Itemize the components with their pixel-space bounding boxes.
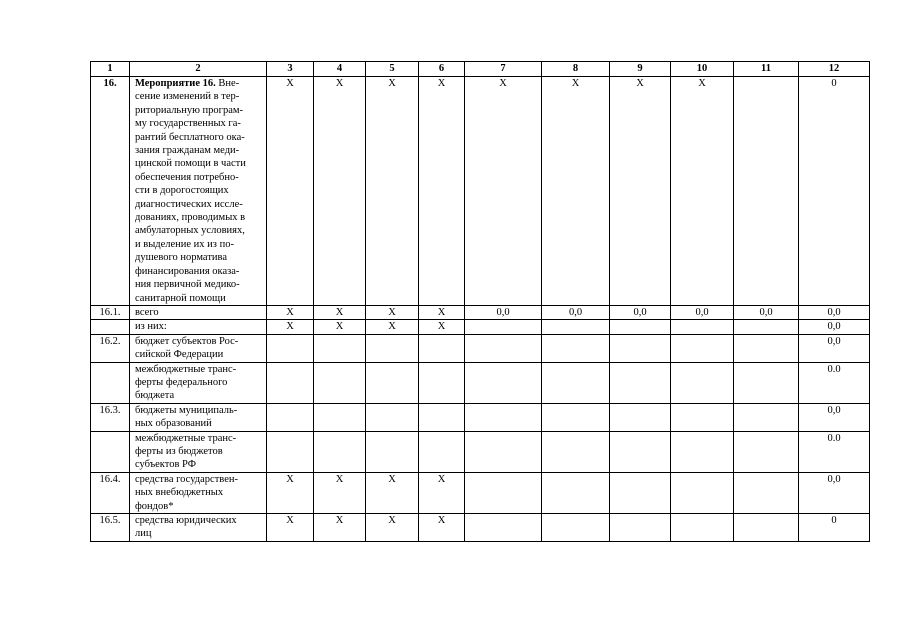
description-line: обеспечения потребно- bbox=[135, 171, 239, 183]
value-cell: X bbox=[314, 77, 366, 306]
value-cell bbox=[267, 403, 314, 431]
row-number: 16.1. bbox=[91, 305, 130, 319]
row-number bbox=[91, 320, 130, 334]
value-cell bbox=[671, 334, 734, 362]
description-line bbox=[135, 77, 262, 90]
value-cell: 0,0 bbox=[799, 403, 870, 431]
header-cell: 9 bbox=[610, 62, 671, 77]
value-cell bbox=[465, 431, 542, 472]
description-line: ных образований bbox=[135, 418, 212, 430]
value-cell: 0,0 bbox=[610, 305, 671, 319]
value-cell: 0,0 bbox=[734, 305, 799, 319]
header-row bbox=[91, 62, 870, 77]
description-line: финансирования оказа- bbox=[135, 265, 240, 277]
value-cell bbox=[734, 320, 799, 334]
value-cell: X bbox=[419, 77, 465, 306]
value-cell bbox=[465, 362, 542, 403]
value-cell bbox=[734, 403, 799, 431]
description-line: дованиях, проводимых в bbox=[135, 212, 246, 224]
description-line: диагностических иссле- bbox=[135, 198, 243, 210]
value-cell: X bbox=[366, 320, 419, 334]
row-number: 16.2. bbox=[91, 334, 130, 362]
value-cell bbox=[671, 431, 734, 472]
value-cell: X bbox=[366, 77, 419, 306]
table-row bbox=[91, 472, 870, 513]
value-cell bbox=[366, 403, 419, 431]
description-line: субъектов РФ bbox=[135, 459, 197, 471]
value-cell bbox=[734, 472, 799, 513]
value-cell bbox=[734, 514, 799, 542]
table-row bbox=[91, 305, 870, 319]
description-line: лиц bbox=[135, 528, 152, 540]
value-cell: 0,0 bbox=[465, 305, 542, 319]
row-description bbox=[130, 403, 267, 431]
row-description bbox=[130, 514, 267, 542]
value-cell bbox=[314, 362, 366, 403]
value-cell bbox=[671, 320, 734, 334]
description-line: душевого норматива bbox=[135, 252, 228, 264]
value-cell bbox=[314, 334, 366, 362]
value-cell: 0,0 bbox=[799, 305, 870, 319]
table-row bbox=[91, 403, 870, 431]
description-line: ферты федерального bbox=[135, 376, 228, 388]
row-description bbox=[130, 305, 267, 319]
value-cell bbox=[542, 320, 610, 334]
value-cell bbox=[734, 362, 799, 403]
header-cell: 6 bbox=[419, 62, 465, 77]
value-cell: X bbox=[314, 305, 366, 319]
value-cell: X bbox=[542, 77, 610, 306]
description-line: межбюджетные транс- bbox=[135, 363, 237, 375]
description-line: бюджеты муниципаль- bbox=[135, 404, 238, 416]
description-line: межбюджетные транс- bbox=[135, 432, 237, 444]
budget-table bbox=[90, 61, 870, 542]
value-cell bbox=[542, 362, 610, 403]
value-cell: X bbox=[366, 472, 419, 513]
header-cell: 7 bbox=[465, 62, 542, 77]
table-row bbox=[91, 362, 870, 403]
table-row bbox=[91, 77, 870, 306]
description-line: зания гражданам меди- bbox=[135, 145, 240, 157]
value-cell bbox=[419, 362, 465, 403]
table-row bbox=[91, 514, 870, 542]
value-cell bbox=[542, 403, 610, 431]
value-cell bbox=[267, 431, 314, 472]
value-cell bbox=[419, 403, 465, 431]
value-cell bbox=[419, 334, 465, 362]
row-number: 16. bbox=[91, 77, 130, 306]
value-cell bbox=[542, 334, 610, 362]
value-cell: X bbox=[419, 514, 465, 542]
value-cell bbox=[734, 334, 799, 362]
value-cell bbox=[366, 334, 419, 362]
value-cell bbox=[734, 77, 799, 306]
value-cell bbox=[542, 514, 610, 542]
description-line: сение изменений в тер- bbox=[135, 91, 240, 103]
description-line: рантий бесплатного ока- bbox=[135, 131, 245, 143]
value-cell bbox=[465, 320, 542, 334]
description-line: ных внебюджетных bbox=[135, 487, 224, 499]
value-cell bbox=[465, 514, 542, 542]
description-line: бюджета bbox=[135, 390, 175, 402]
description-text: Вне- bbox=[215, 78, 240, 89]
table-row bbox=[91, 431, 870, 472]
value-cell: 0,0 bbox=[799, 472, 870, 513]
header-cell: 2 bbox=[130, 62, 267, 77]
value-cell: X bbox=[366, 305, 419, 319]
header-cell: 12 bbox=[799, 62, 870, 77]
row-description bbox=[130, 431, 267, 472]
description-line: риториальную програм- bbox=[135, 104, 244, 116]
table-row bbox=[91, 334, 870, 362]
header-cell: 1 bbox=[91, 62, 130, 77]
value-cell: X bbox=[314, 472, 366, 513]
description-line: му государственных га- bbox=[135, 118, 241, 130]
table-row bbox=[91, 320, 870, 334]
row-description bbox=[130, 334, 267, 362]
value-cell bbox=[610, 334, 671, 362]
value-cell: X bbox=[366, 514, 419, 542]
description-line: средства юридических bbox=[135, 515, 237, 526]
description-line: сти в дорогостоящих bbox=[135, 185, 229, 197]
value-cell: X bbox=[465, 77, 542, 306]
value-cell: X bbox=[267, 472, 314, 513]
description-line: ферты из бюджетов bbox=[135, 445, 223, 457]
description-line: из них: bbox=[135, 321, 167, 333]
description-line: санитарной помощи bbox=[135, 292, 226, 304]
row-description bbox=[130, 472, 267, 513]
row-description bbox=[130, 77, 267, 306]
value-cell: 0,0 bbox=[799, 320, 870, 334]
value-cell bbox=[314, 431, 366, 472]
description-line: и выделение их из по- bbox=[135, 238, 234, 250]
description-line: средства государствен- bbox=[135, 473, 238, 485]
row-number: 16.4. bbox=[91, 472, 130, 513]
header-cell: 3 bbox=[267, 62, 314, 77]
row-number bbox=[91, 362, 130, 403]
value-cell bbox=[542, 431, 610, 472]
value-cell bbox=[734, 431, 799, 472]
value-cell bbox=[610, 403, 671, 431]
value-cell: 0.0 bbox=[799, 362, 870, 403]
description-line: сийской Федерации bbox=[135, 349, 224, 361]
value-cell bbox=[671, 472, 734, 513]
description-line: бюджет субъектов Рос- bbox=[135, 335, 239, 347]
value-cell bbox=[267, 362, 314, 403]
value-cell bbox=[610, 514, 671, 542]
value-cell bbox=[671, 514, 734, 542]
row-number: 16.3. bbox=[91, 403, 130, 431]
value-cell: X bbox=[419, 305, 465, 319]
value-cell bbox=[542, 472, 610, 513]
value-cell: X bbox=[267, 305, 314, 319]
value-cell: 0,0 bbox=[799, 334, 870, 362]
value-cell bbox=[610, 472, 671, 513]
description-line: ния первичной медико- bbox=[135, 279, 240, 291]
value-cell: X bbox=[671, 77, 734, 306]
value-cell: 0,0 bbox=[671, 305, 734, 319]
value-cell bbox=[671, 362, 734, 403]
value-cell: X bbox=[419, 320, 465, 334]
value-cell: X bbox=[610, 77, 671, 306]
description-line: цинской помощи в части bbox=[135, 158, 246, 170]
value-cell: 0 bbox=[799, 514, 870, 542]
value-cell bbox=[610, 362, 671, 403]
header-cell: 8 bbox=[542, 62, 610, 77]
description-line: фондов* bbox=[135, 500, 174, 512]
value-cell: X bbox=[267, 320, 314, 334]
description-line: амбулаторных условиях, bbox=[135, 225, 245, 237]
value-cell bbox=[366, 431, 419, 472]
value-cell bbox=[465, 334, 542, 362]
row-number: 16.5. bbox=[91, 514, 130, 542]
value-cell: X bbox=[419, 472, 465, 513]
table-body bbox=[91, 62, 870, 542]
value-cell: X bbox=[314, 514, 366, 542]
value-cell: 0 bbox=[799, 77, 870, 306]
header-cell: 10 bbox=[671, 62, 734, 77]
value-cell bbox=[366, 362, 419, 403]
row-description bbox=[130, 362, 267, 403]
value-cell bbox=[419, 431, 465, 472]
description-line: всего bbox=[135, 306, 159, 318]
value-cell bbox=[267, 334, 314, 362]
header-cell: 4 bbox=[314, 62, 366, 77]
value-cell bbox=[465, 403, 542, 431]
value-cell bbox=[610, 320, 671, 334]
value-cell: X bbox=[267, 514, 314, 542]
value-cell bbox=[671, 403, 734, 431]
value-cell bbox=[465, 472, 542, 513]
row-number bbox=[91, 431, 130, 472]
header-cell: 5 bbox=[366, 62, 419, 77]
row-description bbox=[130, 320, 267, 334]
value-cell bbox=[314, 403, 366, 431]
value-cell: 0,0 bbox=[542, 305, 610, 319]
value-cell bbox=[610, 431, 671, 472]
header-cell: 11 bbox=[734, 62, 799, 77]
measure-title: Мероприятие 16. bbox=[135, 78, 216, 89]
value-cell: X bbox=[314, 320, 366, 334]
value-cell: 0.0 bbox=[799, 431, 870, 472]
value-cell: X bbox=[267, 77, 314, 306]
